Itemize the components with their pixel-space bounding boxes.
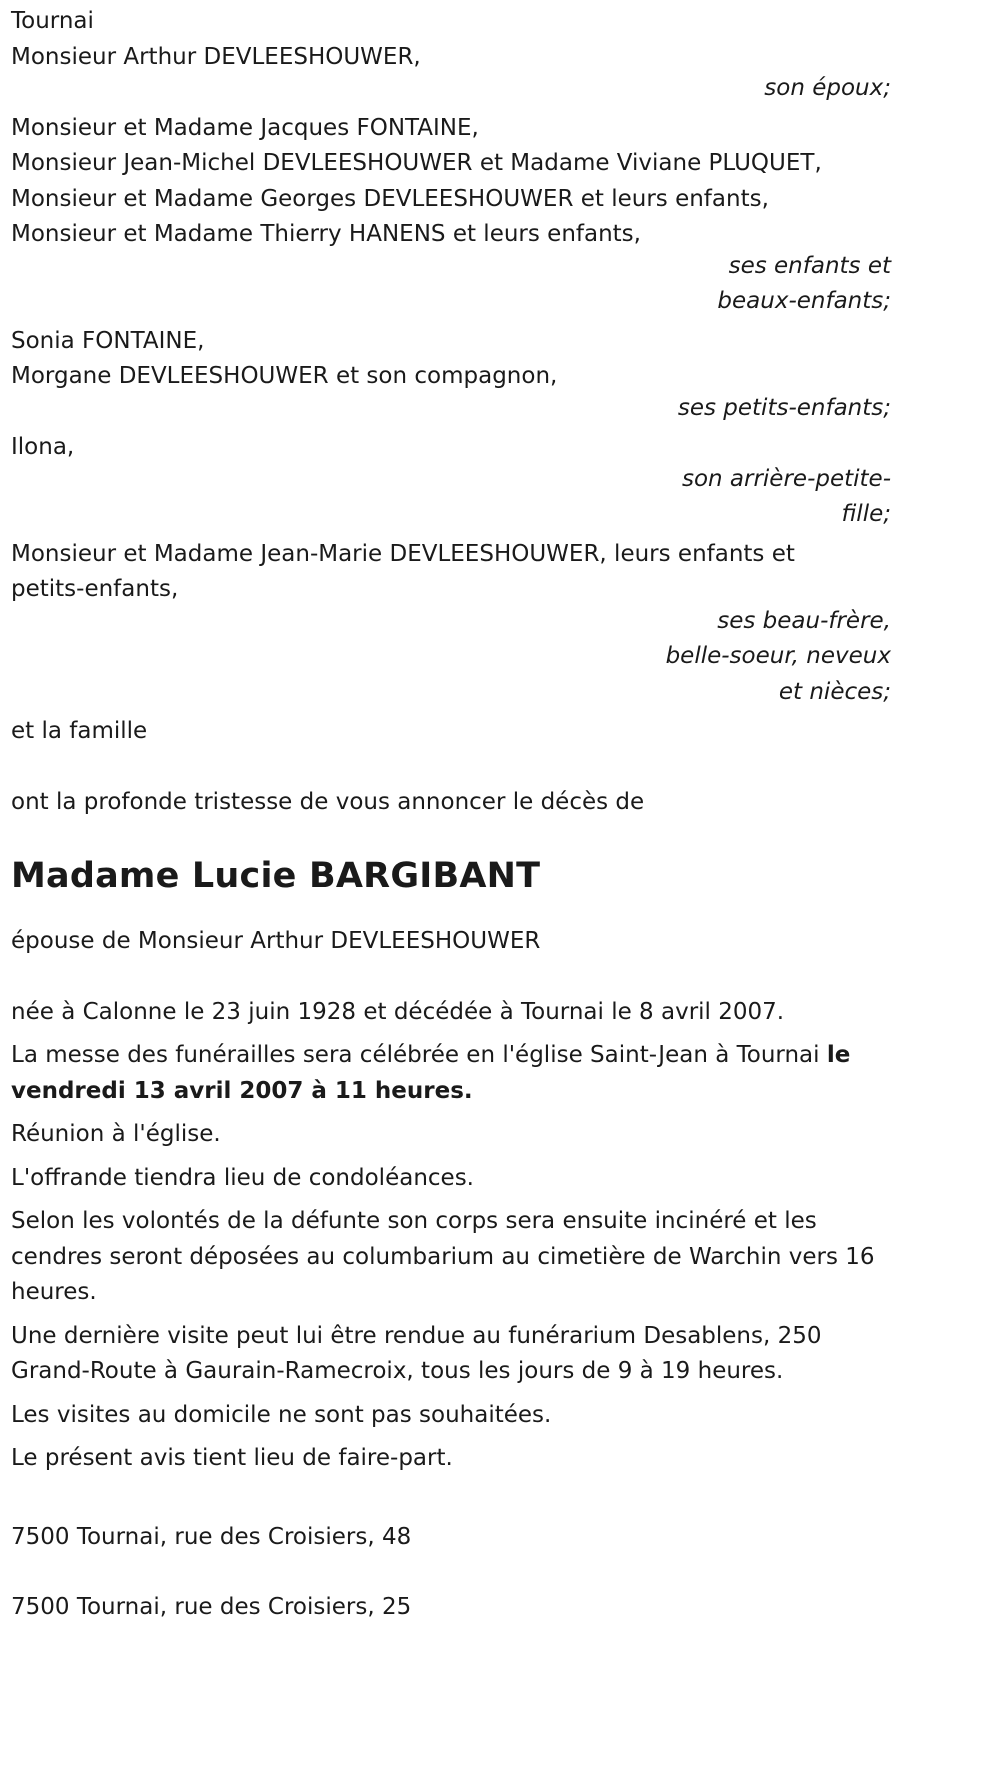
family-line: Monsieur et Madame Thierry HANENS et leurs enfants, bbox=[11, 221, 641, 247]
family-line: petits-enfants, bbox=[11, 576, 179, 602]
funeral-date-prefix: le bbox=[826, 1042, 851, 1068]
cremation-info: Selon les volontés de la défunte son corps sera ensuite incinéré et les cendres seront déposées au columbarium au cimetière de Warchin vers 16 heures. bbox=[11, 1208, 875, 1305]
relationship-label: son époux; bbox=[764, 75, 891, 101]
family-group-in-laws bbox=[11, 537, 891, 711]
family-line: Monsieur Arthur DEVLEESHOUWER, bbox=[11, 43, 421, 70]
closing-family: et la famille bbox=[11, 718, 148, 744]
address-line: 7500 Tournai, rue des Croisiers, 48 bbox=[11, 1523, 412, 1550]
family-line: Monsieur et Madame Georges DEVLEESHOUWER et leurs enfants, bbox=[11, 185, 769, 212]
family-line: Morgane DEVLEESHOUWER et son compagnon, bbox=[11, 363, 558, 389]
family-group-children bbox=[11, 111, 891, 320]
relationship-label: beaux-enfants; bbox=[717, 288, 891, 314]
spouse-line: épouse de Monsieur Arthur DEVLEESHOUWER bbox=[11, 928, 541, 954]
address-line: 7500 Tournai, rue des Croisiers, 25 bbox=[11, 1594, 412, 1620]
relationship-label: et nièces; bbox=[778, 678, 891, 705]
funeral-text: La messe des funérailles sera célébrée en l'église Saint-Jean à Tournai bbox=[11, 1042, 827, 1068]
meeting-info: Réunion à l'église. bbox=[11, 1121, 221, 1147]
notice-info: Le présent avis tient lieu de faire-part. bbox=[11, 1445, 453, 1471]
home-visit-info: Les visites au domicile ne sont pas souhaitées. bbox=[11, 1401, 552, 1428]
relationship-label: belle-soeur, neveux bbox=[665, 643, 891, 669]
relationship-label: ses enfants et bbox=[728, 252, 891, 279]
birth-death-dates: née à Calonne le 23 juin 1928 et décédée à Tournai le 8 avril 2007. bbox=[11, 998, 785, 1025]
family-line: Monsieur et Madame Jacques FONTAINE, bbox=[11, 114, 479, 141]
visit-info: Une dernière visite peut lui être rendue au funérarium Desablens, 250 Grand-Route à Gaurain-Ramecroix, tous les jours de 9 à 19 heures. bbox=[11, 1322, 822, 1384]
family-group-grandchildren bbox=[11, 324, 891, 427]
family-line: Ilona, bbox=[11, 434, 75, 460]
family-line: Sonia FONTAINE, bbox=[11, 327, 205, 354]
city-header: Tournai bbox=[11, 8, 94, 34]
family-line: Monsieur et Madame Jean-Marie DEVLEESHOUWER, leurs enfants et bbox=[11, 540, 795, 567]
relationship-label: son arrière-petite- bbox=[681, 465, 891, 492]
relationship-label: ses beau-frère, bbox=[717, 607, 891, 634]
funeral-details bbox=[11, 1038, 891, 1109]
offering-info: L'offrande tiendra lieu de condoléances. bbox=[11, 1164, 474, 1191]
family-group-great-grandchild bbox=[11, 430, 891, 533]
funeral-date: vendredi 13 avril 2007 à 11 heures. bbox=[11, 1077, 473, 1104]
relationship-label: fille; bbox=[841, 501, 891, 527]
announcement-text: ont la profonde tristesse de vous annoncer le décès de bbox=[11, 788, 645, 815]
relationship-label: ses petits-enfants; bbox=[677, 394, 891, 421]
deceased-name: Madame Lucie BARGIBANT bbox=[11, 856, 541, 896]
family-group-spouse bbox=[11, 40, 891, 107]
family-line: Monsieur Jean-Michel DEVLEESHOUWER et Madame Viviane PLUQUET, bbox=[11, 150, 822, 176]
